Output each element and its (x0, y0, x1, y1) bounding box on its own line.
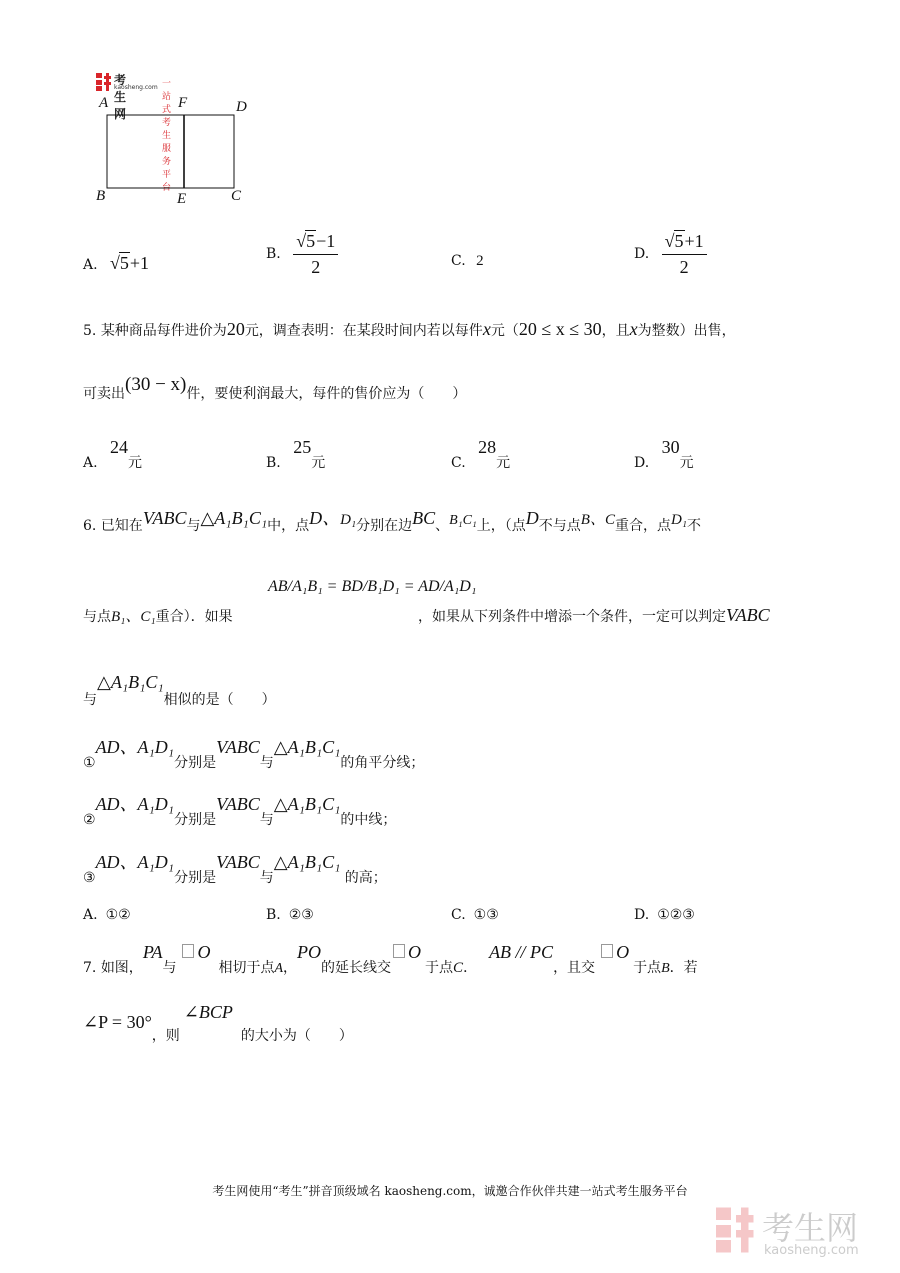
q5-line-2: 可卖出(30 − x)件，要使利润最大，每件的售价应为（ ） (83, 374, 467, 402)
figure-label-d: D (236, 99, 247, 115)
q5-option-b[interactable]: B. 25元 (266, 437, 326, 471)
circle-symbol-icon (182, 944, 194, 958)
q6-option-d[interactable]: D. ①②③ (634, 907, 695, 923)
q7-line-1: 7. 如图，PA与O相切于点A，PO的延长线交O于点C．AB // PC，且交O于点B．若 (83, 942, 698, 976)
q6-condition-1: ①AD、A₁D₁分别是VABC与△A₁B₁C₁的角平分线； (83, 737, 425, 771)
q4-option-d[interactable]: D. $\frac{√5+1}{2}$ (634, 230, 707, 278)
q5-option-c[interactable]: C. 28元 (451, 437, 511, 471)
q6-ratio: AB/A₁B₁ = BD/B₁D₁ = AD/A₁D₁ (268, 578, 477, 595)
q4-option-c[interactable]: C. 2 (451, 253, 484, 269)
figure-label-e: E (177, 191, 187, 207)
q6-option-c[interactable]: C. ①③ (451, 907, 499, 923)
q6-condition-3: ③AD、A₁D₁分别是VABC与△A₁B₁C₁ 的高； (83, 852, 387, 886)
q5-option-d[interactable]: D. 30元 (634, 437, 694, 471)
q6-line-3: 与△A₁B₁C₁相似的是（ ） (83, 672, 276, 708)
logo-url: kaosheng.com (114, 84, 158, 91)
kaosheng-logo-icon (96, 73, 112, 91)
figure-label-f: F (178, 95, 188, 111)
circle-symbol-icon (393, 944, 405, 958)
q4-option-b[interactable]: B. $\frac{√5-1}{2}$ (266, 230, 338, 278)
q6-option-b[interactable]: B. ②③ (266, 907, 314, 923)
logo-slogan: 一站式考生服务平台 (162, 79, 172, 193)
watermark-name: 考生网 (762, 1209, 859, 1247)
q4-option-a[interactable]: A. √5+1 (83, 253, 150, 273)
kaosheng-watermark-icon (716, 1205, 756, 1255)
figure-label-c: C (231, 188, 242, 204)
figure-label-a: A (99, 95, 109, 111)
q6-option-a[interactable]: A. ①② (83, 907, 131, 923)
watermark-url: kaosheng.com (764, 1243, 859, 1258)
circle-symbol-icon (601, 944, 613, 958)
q5-option-a[interactable]: A. 24元 (83, 437, 143, 471)
page-footer: 考生网使用“考生”拼音顶级域名 kaosheng.com，诚邀合作伙伴共建一站式考生服务平台 (212, 1184, 688, 1198)
q6-line-2-tail: ，如果从下列条件中增添一个条件，一定可以判定VABC (418, 605, 770, 625)
q7-line-2: ∠P = 30°，则∠BCP的大小为（ ） (83, 1002, 353, 1044)
q5-line-1: 5. 某种商品每件进价为20元，调查表明：在某段时间内若以每件x元（20 ≤ x ≤ 30，且x为整数）出售， (83, 319, 736, 339)
rectangle-figure (90, 98, 250, 210)
q6-condition-2: ②AD、A₁D₁分别是VABC与△A₁B₁C₁的中线； (83, 794, 397, 828)
figure-label-b: B (96, 188, 106, 204)
q6-line-1: 6. 已知在VABC与△A₁B₁C₁中，点D、D₁分别在边BC、B₁C₁上，（点D不与点B、C重合，点D₁不 (83, 508, 702, 534)
q6-line-2: 与点B₁、C₁重合）．如果 (83, 609, 233, 625)
logo-name: 考生网 (114, 73, 127, 121)
